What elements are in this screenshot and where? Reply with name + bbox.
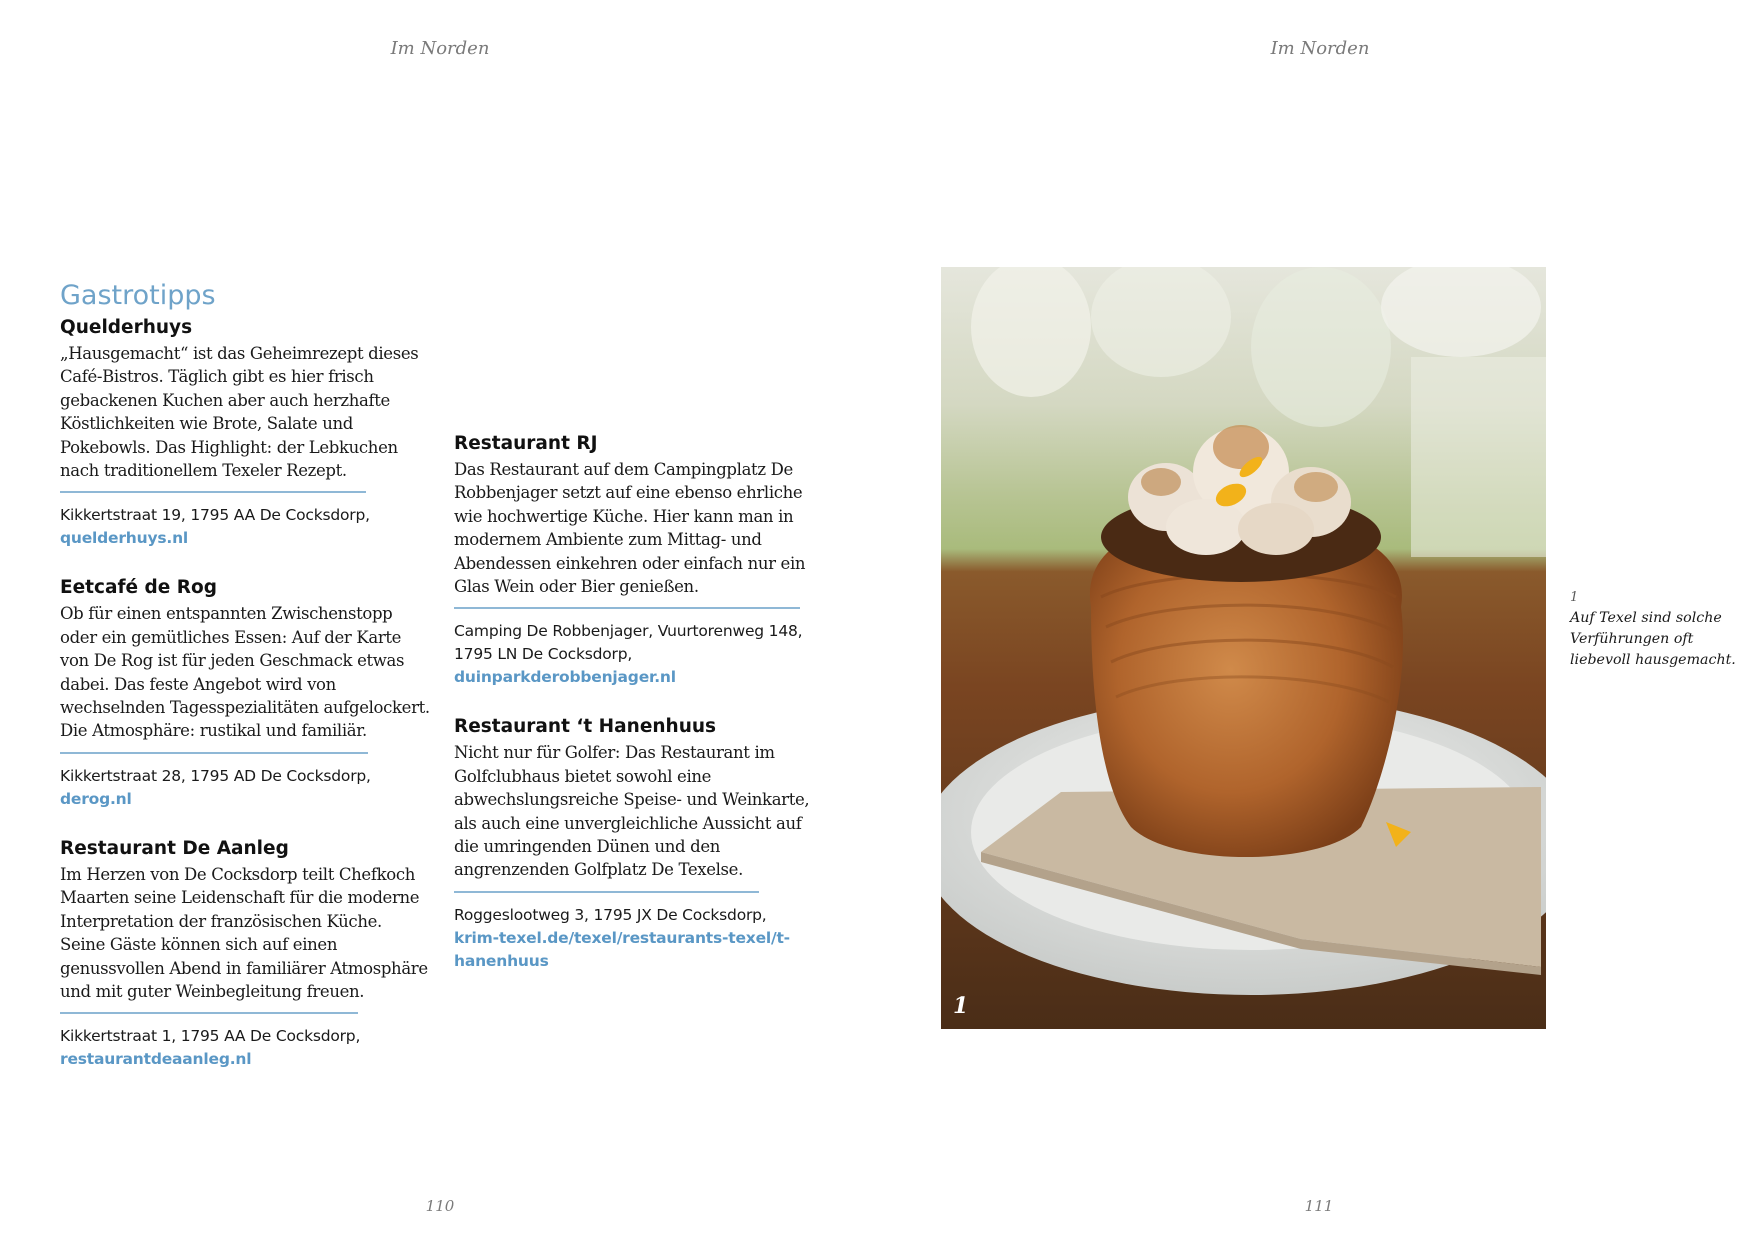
caption-number: 1 bbox=[1570, 590, 1579, 605]
restaurant-name: Restaurant RJ bbox=[454, 433, 598, 454]
restaurant-description: Das Restaurant auf dem Campingplatz De Robbenjager setzt auf eine ebenso ehrliche wie hochwertige Küche. Hier kann man in modernem Ambiente zum Mittag- und Abendessen einkehren oder einfach nur ein Glas Wein oder Bier genießen. bbox=[454, 460, 806, 597]
page-number-left: 110 bbox=[425, 1197, 455, 1215]
section-title: Gastrotipps bbox=[60, 280, 216, 312]
caption-text: Auf Texel sind solche Verführungen oft liebevoll hausgemacht. bbox=[1570, 610, 1736, 668]
photo-caption bbox=[1570, 587, 1740, 671]
restaurant-website-link[interactable]: krim-texel.de/texel/restaurants-texel/t-hanenhuus bbox=[454, 928, 790, 970]
restaurant-name: Eetcafé de Rog bbox=[60, 577, 217, 599]
restaurant-address: Kikkertstraat 1, 1795 AA De Cocksdorp, bbox=[60, 1027, 361, 1046]
pastry-illustration bbox=[941, 267, 1546, 1029]
pastry-photo bbox=[941, 267, 1546, 1029]
restaurant-description: Ob für einen entspannten Zwischenstopp oder ein gemütliches Essen: Auf der Karte von De Rog ist für jeden Geschmack etwas dabei. Das feste Angebot wird von wechselnden Tagesspezialitäten aufgelockert. Die Atmosphäre: rustikal und familiär. bbox=[60, 604, 430, 741]
restaurant-description: Nicht nur für Golfer: Das Restaurant im Golfclubhaus bietet sowohl eine abwechslungsreiche Speise- und Weinkarte, als auch eine unvergleichliche Aussicht auf die umringenden Dünen und den angrenzenden Golfplatz De Texelse. bbox=[454, 743, 810, 880]
restaurant-entry bbox=[454, 715, 829, 972]
restaurant-name: Quelderhuys bbox=[60, 317, 193, 338]
page-number-right: 111 bbox=[1304, 1197, 1334, 1215]
restaurant-website-link[interactable]: duinparkderobbenjager.nl bbox=[454, 668, 676, 687]
divider-rule bbox=[60, 752, 368, 754]
restaurant-entry bbox=[60, 316, 430, 550]
restaurant-entry bbox=[60, 837, 430, 1071]
restaurant-address: Camping De Robbenjager, Vuurtorenweg 148, 1795 LN De Cocksdorp, bbox=[454, 622, 803, 664]
restaurant-website-link[interactable]: restaurantdeaanleg.nl bbox=[60, 1050, 252, 1069]
restaurant-entry bbox=[60, 576, 430, 810]
divider-rule bbox=[60, 491, 366, 493]
restaurant-website-link[interactable]: derog.nl bbox=[60, 789, 132, 808]
divider-rule bbox=[60, 1012, 358, 1014]
divider-rule bbox=[454, 607, 800, 609]
divider-rule bbox=[454, 891, 759, 893]
restaurant-name: Restaurant ‘t Hanenhuus bbox=[454, 716, 717, 738]
running-head-right: Im Norden bbox=[1270, 38, 1370, 59]
restaurant-website-link[interactable]: quelderhuys.nl bbox=[60, 529, 189, 548]
restaurant-address: Kikkertstraat 19, 1795 AA De Cocksdorp, bbox=[60, 506, 370, 525]
restaurant-address: Kikkertstraat 28, 1795 AD De Cocksdorp, bbox=[60, 766, 371, 785]
restaurant-address: Roggeslootweg 3, 1795 JX De Cocksdorp, bbox=[454, 905, 767, 924]
running-head-left: Im Norden bbox=[390, 38, 490, 59]
restaurant-name: Restaurant De Aanleg bbox=[60, 837, 289, 859]
restaurant-entry bbox=[454, 432, 829, 689]
photo-number: 1 bbox=[953, 993, 969, 1019]
restaurant-description: „Hausgemacht“ ist das Geheimrezept dieses Café-Bistros. Täglich gibt es hier frisch gebackenen Kuchen aber auch herzhafte Köstlichkeiten wie Brote, Salate und Pokebowls. Das Highlight: der Lebkuchen nach traditionellem Texeler Rezept. bbox=[60, 344, 419, 481]
restaurant-description: Im Herzen von De Cocksdorp teilt Chefkoch Maarten seine Leidenschaft für die moderne Interpretation der französischen Küche. Seine Gäste können sich auf einen genussvollen Abend in familiärer Atmosphäre und mit guter Weinbegleitung freuen. bbox=[60, 864, 428, 1001]
left-column bbox=[60, 316, 430, 1097]
right-column bbox=[454, 432, 829, 999]
